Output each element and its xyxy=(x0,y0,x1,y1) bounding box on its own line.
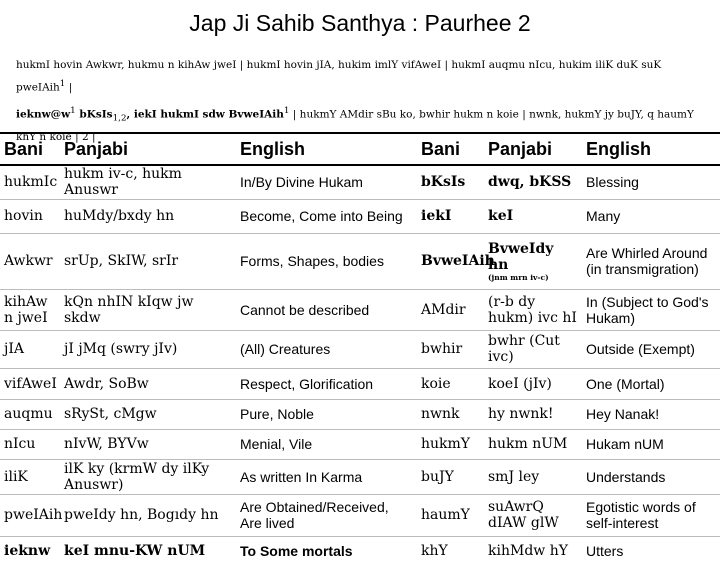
footnote-marker: 1 xyxy=(59,79,66,89)
page-title: Jap Ji Sahib Santhya : Paurhee 2 xyxy=(189,10,531,36)
bani-cell: pweIAih xyxy=(0,494,60,536)
english-cell: As written In Karma xyxy=(236,459,417,494)
english-cell: Are Whirled Around (in transmigration) xyxy=(582,233,720,289)
bani-cell: iliK xyxy=(0,459,60,494)
table-row xyxy=(0,368,720,399)
column-header-bani: Bani xyxy=(0,133,60,165)
bani-cell: Awkwr xyxy=(0,233,60,289)
english-cell: (All) Creatures xyxy=(236,330,417,368)
panjabi-text: BvweIdy hn xyxy=(488,240,554,273)
bani-cell: auqmu xyxy=(0,399,60,429)
paurhee-line-1 xyxy=(16,56,708,98)
panjabi-cell: Awdr, SoBw xyxy=(60,368,236,399)
english-cell: Blessing xyxy=(582,165,720,199)
panjabi-cell: hukm iv-c, hukm Anuswr xyxy=(60,165,236,199)
panjabi-cell: suAwrQ dIAW glW xyxy=(484,494,582,536)
glossary-table xyxy=(0,132,720,566)
column-header-english-2: English xyxy=(582,133,720,165)
table-row xyxy=(0,330,720,368)
english-cell: Respect, Glorification xyxy=(236,368,417,399)
english-cell: Hey Nanak! xyxy=(582,399,720,429)
panjabi-cell: hy nwnk! xyxy=(484,399,582,429)
table-row xyxy=(0,165,720,199)
english-cell: In/By Divine Hukam xyxy=(236,165,417,199)
bani-cell: koie xyxy=(417,368,484,399)
gurmukhi-word: bKsIs xyxy=(75,108,113,120)
panjabi-cell xyxy=(484,233,582,289)
panjabi-cell: kQn nhIN kIqw jw skdw xyxy=(60,289,236,330)
panjabi-cell: keI mnu-KW nUM xyxy=(60,536,236,566)
panjabi-cell: dwq, bKSS xyxy=(484,165,582,199)
panjabi-cell: huMdy/bxdy hn xyxy=(60,199,236,233)
bani-cell: nIcu xyxy=(0,429,60,459)
footnote-marker: 1 xyxy=(283,105,290,116)
panjabi-cell: nIvW, BYVw xyxy=(60,429,236,459)
panjabi-cell: kihMdw hY xyxy=(484,536,582,566)
gurmukhi-word: ieknw@w xyxy=(16,108,71,120)
panjabi-cell: ilK ky (krmW dy ilKy Anuswr) xyxy=(60,459,236,494)
panjabi-cell: jI jMq (swry jIv) xyxy=(60,330,236,368)
table-row xyxy=(0,289,720,330)
panjabi-cell: bwhr (Cut ivc) xyxy=(484,330,582,368)
bani-cell: hukmY xyxy=(417,429,484,459)
table-row xyxy=(0,536,720,566)
bani-cell: iekI xyxy=(417,199,484,233)
english-cell: Forms, Shapes, bodies xyxy=(236,233,417,289)
english-cell: One (Mortal) xyxy=(582,368,720,399)
table-row xyxy=(0,429,720,459)
table-row xyxy=(0,399,720,429)
bani-cell: jIA xyxy=(0,330,60,368)
bani-cell: hukmIc xyxy=(0,165,60,199)
english-cell: Hukam nUM xyxy=(582,429,720,459)
bani-cell: AMdir xyxy=(417,289,484,330)
panjabi-cell: pweIdy hn, Bogıdy hn xyxy=(60,494,236,536)
table-header-row xyxy=(0,133,720,165)
english-cell: Utters xyxy=(582,536,720,566)
column-header-panjabi-2: Panjabi xyxy=(484,133,582,165)
gurmukhi-word: , iekI hukmI sdw BvweIAih xyxy=(126,108,284,120)
english-cell: Become, Come into Being xyxy=(236,199,417,233)
column-header-panjabi: Panjabi xyxy=(60,133,236,165)
english-cell: Egotistic words of self-interest xyxy=(582,494,720,536)
panjabi-cell: koeI (jIv) xyxy=(484,368,582,399)
paurhee-line-2-text: | hukmY AMdir sBu ko, bwhir hukm n koie | nwnk, hukmY jy buJY, q haumY khY n koie | 2 | xyxy=(16,108,694,144)
english-cell: Outside (Exempt) xyxy=(582,330,720,368)
bani-cell: bKsIs xyxy=(417,165,484,199)
english-cell: Understands xyxy=(582,459,720,494)
english-cell: Cannot be described xyxy=(236,289,417,330)
bani-cell: nwnk xyxy=(417,399,484,429)
table-row xyxy=(0,459,720,494)
panjabi-cell: keI xyxy=(484,199,582,233)
panjabi-cell: sRySt, cMgw xyxy=(60,399,236,429)
english-cell: Are Obtained/Received, Are lived xyxy=(236,494,417,536)
bani-cell: bwhir xyxy=(417,330,484,368)
english-cell: Pure, Noble xyxy=(236,399,417,429)
english-cell: In (Subject to God's Hukam) xyxy=(582,289,720,330)
panjabi-cell: (r-b dy hukm) ivc hI xyxy=(484,289,582,330)
bani-cell: khY xyxy=(417,536,484,566)
table-row xyxy=(0,494,720,536)
footnote-marker: 1 xyxy=(70,105,76,116)
bani-cell: vifAweI xyxy=(0,368,60,399)
english-cell: Menial, Vile xyxy=(236,429,417,459)
table-row xyxy=(0,233,720,289)
panjabi-cell: hukm nUM xyxy=(484,429,582,459)
footnote-marker: 1,2 xyxy=(112,113,127,124)
bani-cell: buJY xyxy=(417,459,484,494)
panjabi-cell: smJ ley xyxy=(484,459,582,494)
bani-cell: haumY xyxy=(417,494,484,536)
panjabi-subnote: (jnm mrn iv-c) xyxy=(488,272,549,282)
english-cell: To Some mortals xyxy=(236,536,417,566)
bani-cell: kihAw n jweI xyxy=(0,289,60,330)
column-header-english: English xyxy=(236,133,417,165)
table-row xyxy=(0,199,720,233)
line-end-mark: | xyxy=(68,81,73,94)
panjabi-cell: srUp, SkIW, srIr xyxy=(60,233,236,289)
bani-cell: hovin xyxy=(0,199,60,233)
bani-cell: ieknw xyxy=(0,536,60,566)
bani-cell: BvweIAih xyxy=(417,233,484,289)
column-header-bani-2: Bani xyxy=(417,133,484,165)
english-cell: Many xyxy=(582,199,720,233)
paurhee-line-1-text: hukmI hovin Awkwr, hukmu n kihAw jweI | hukmI hovin jIA, hukim imlY vifAweI | hukmI auqmu nIcu, hukim iliK duK suK pweIAih xyxy=(16,59,662,94)
